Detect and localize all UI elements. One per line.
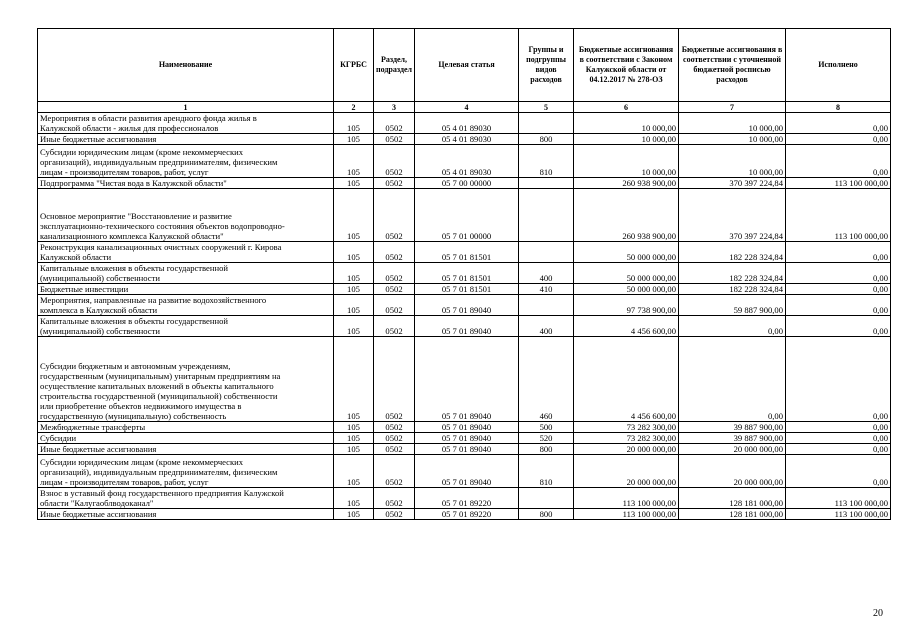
cell-name-line: лицам - производителям товаров, работ, услуг (40, 167, 209, 177)
cell-group (519, 189, 574, 242)
cell-executed-amount: 0,00 (786, 284, 891, 295)
cell-ktrbs: 105 (334, 284, 374, 295)
cell-group: 810 (519, 145, 574, 178)
cell-law-amount: 260 938 900,00 (574, 189, 679, 242)
cell-executed-amount: 0,00 (786, 455, 891, 488)
cell-executed-amount: 0,00 (786, 145, 891, 178)
table-row (38, 295, 891, 316)
cell-executed-amount: 0,00 (786, 337, 891, 422)
cell-target: 05 7 01 89220 (415, 488, 519, 509)
cell-law-amount: 260 938 900,00 (574, 178, 679, 189)
cell-name-line: Калужской области (40, 252, 112, 262)
cell-name-line: области "Калугаоблводоканал" (40, 498, 154, 508)
cell-group (519, 295, 574, 316)
cell-law-amount: 50 000 000,00 (574, 284, 679, 295)
cell-section: 0502 (374, 134, 415, 145)
table-row (38, 189, 891, 242)
cell-name-line: Иные бюджетные ассигнования (40, 444, 157, 454)
header-name: Наименование (38, 29, 334, 102)
cell-name-line: Субсидии юридическим лицам (кроме некоммерческих (40, 147, 244, 157)
table-row (38, 145, 891, 178)
col-number: 8 (786, 102, 891, 113)
cell-name-line: Субсидии (40, 433, 77, 443)
cell-name-line: Калужской области - жилья для профессионалов (40, 123, 219, 133)
cell-section: 0502 (374, 178, 415, 189)
cell-refined-amount: 128 181 000,00 (679, 488, 786, 509)
cell-refined-amount: 182 228 324,84 (679, 284, 786, 295)
cell-group: 520 (519, 433, 574, 444)
table-row (38, 242, 891, 263)
budget-table (37, 28, 891, 520)
cell-law-amount: 73 282 300,00 (574, 433, 679, 444)
table-header-row (38, 29, 891, 102)
cell-target: 05 7 01 89040 (415, 422, 519, 433)
header-section: Раздел, подраздел (374, 29, 415, 102)
cell-group: 800 (519, 509, 574, 520)
cell-target: 05 7 01 89040 (415, 433, 519, 444)
cell-section: 0502 (374, 337, 415, 422)
cell-section: 0502 (374, 488, 415, 509)
table-row (38, 422, 891, 433)
cell-section: 0502 (374, 509, 415, 520)
cell-group: 460 (519, 337, 574, 422)
table-row (38, 488, 891, 509)
cell-section: 0502 (374, 145, 415, 178)
cell-law-amount: 4 456 600,00 (574, 337, 679, 422)
cell-law-amount: 50 000 000,00 (574, 263, 679, 284)
cell-refined-amount: 10 000,00 (679, 134, 786, 145)
cell-name-line: канализационного комплекса Калужской области" (40, 231, 224, 241)
cell-section: 0502 (374, 295, 415, 316)
cell-name-line: Межбюджетные трансферты (40, 422, 146, 432)
cell-law-amount: 10 000,00 (574, 113, 679, 134)
table-row (38, 316, 891, 337)
column-numbers-row (38, 102, 891, 113)
cell-refined-amount: 370 397 224,84 (679, 189, 786, 242)
cell-name-line: Капитальные вложения в объекты государственной (40, 263, 228, 273)
table-row (38, 263, 891, 284)
cell-name (38, 295, 334, 316)
cell-name-line: Взнос в уставный фонд государственного предприятия Калужской (40, 488, 284, 498)
cell-group: 410 (519, 284, 574, 295)
cell-ktrbs: 105 (334, 189, 374, 242)
cell-target: 05 7 01 89220 (415, 509, 519, 520)
cell-law-amount: 10 000,00 (574, 134, 679, 145)
cell-section: 0502 (374, 316, 415, 337)
cell-group: 800 (519, 134, 574, 145)
cell-section: 0502 (374, 284, 415, 295)
cell-ktrbs: 105 (334, 178, 374, 189)
cell-executed-amount: 113 100 000,00 (786, 488, 891, 509)
cell-group (519, 488, 574, 509)
cell-name (38, 134, 334, 145)
cell-name-line: (муниципальной) собственности (40, 326, 160, 336)
cell-law-amount: 113 100 000,00 (574, 509, 679, 520)
cell-refined-amount: 59 887 900,00 (679, 295, 786, 316)
cell-name (38, 337, 334, 422)
cell-target: 05 7 00 00000 (415, 178, 519, 189)
cell-group: 810 (519, 455, 574, 488)
col-number: 4 (415, 102, 519, 113)
cell-law-amount: 50 000 000,00 (574, 242, 679, 263)
cell-target: 05 7 01 89040 (415, 444, 519, 455)
cell-name-line: Субсидии юридическим лицам (кроме некоммерческих (40, 457, 244, 467)
cell-name (38, 488, 334, 509)
cell-target: 05 7 01 81501 (415, 242, 519, 263)
col-number: 6 (574, 102, 679, 113)
cell-name-line: организаций), индивидуальным предпринимателям, физическим (40, 157, 278, 167)
cell-name-line: государственным (муниципальным) унитарным предприятиям на (40, 371, 281, 381)
cell-law-amount: 20 000 000,00 (574, 444, 679, 455)
header-refined-assignments: Бюджетные ассигнования в соответствии с уточненной бюджетной росписью расходов (679, 29, 786, 102)
cell-target: 05 7 01 00000 (415, 189, 519, 242)
cell-law-amount: 73 282 300,00 (574, 422, 679, 433)
header-executed: Исполнено (786, 29, 891, 102)
cell-executed-amount: 113 100 000,00 (786, 509, 891, 520)
cell-name (38, 263, 334, 284)
cell-name (38, 509, 334, 520)
col-number: 1 (38, 102, 334, 113)
cell-section: 0502 (374, 263, 415, 284)
header-law-assignments: Бюджетные ассигнования в соответствии с Законом Калужской области от 04.12.2017 № 278-ОЗ (574, 29, 679, 102)
table-row (38, 284, 891, 295)
cell-name-line: осуществление капитальных вложений в объекты капитального (40, 381, 274, 391)
col-number: 2 (334, 102, 374, 113)
cell-ktrbs: 105 (334, 145, 374, 178)
cell-refined-amount: 10 000,00 (679, 113, 786, 134)
cell-section: 0502 (374, 189, 415, 242)
cell-group (519, 242, 574, 263)
cell-executed-amount: 0,00 (786, 134, 891, 145)
cell-ktrbs: 105 (334, 509, 374, 520)
cell-section: 0502 (374, 433, 415, 444)
cell-law-amount: 113 100 000,00 (574, 488, 679, 509)
cell-group (519, 113, 574, 134)
cell-name-line: или приобретение объектов недвижимого имущества в (40, 401, 242, 411)
cell-ktrbs: 105 (334, 134, 374, 145)
cell-ktrbs: 105 (334, 242, 374, 263)
cell-name (38, 113, 334, 134)
cell-name-line: эксплуатационно-технического состояния объектов водопроводно- (40, 221, 285, 231)
cell-name-line: Мероприятия, направленные на развитие водохозяйственного (40, 295, 267, 305)
cell-target: 05 7 01 89040 (415, 316, 519, 337)
cell-group: 400 (519, 263, 574, 284)
cell-name (38, 433, 334, 444)
cell-law-amount: 10 000,00 (574, 145, 679, 178)
cell-executed-amount: 0,00 (786, 444, 891, 455)
cell-target: 05 4 01 89030 (415, 134, 519, 145)
cell-name (38, 284, 334, 295)
cell-executed-amount: 0,00 (786, 113, 891, 134)
cell-name (38, 444, 334, 455)
cell-refined-amount: 0,00 (679, 337, 786, 422)
cell-name-line: Субсидии бюджетным и автономным учреждениям, (40, 361, 231, 371)
cell-target: 05 4 01 89030 (415, 113, 519, 134)
cell-name (38, 189, 334, 242)
cell-name-line: Иные бюджетные ассигнования (40, 509, 157, 519)
cell-ktrbs: 105 (334, 316, 374, 337)
table-row (38, 444, 891, 455)
cell-ktrbs: 105 (334, 263, 374, 284)
col-number: 7 (679, 102, 786, 113)
cell-name-line: (муниципальной) собственности (40, 273, 160, 283)
header-ktrbs: КГРБС (334, 29, 374, 102)
cell-name-line: Мероприятия в области развития арендного фонда жилья в (40, 113, 257, 123)
cell-refined-amount: 20 000 000,00 (679, 444, 786, 455)
cell-name-line: Подпрограмма "Чистая вода в Калужской области" (40, 178, 227, 188)
cell-name-line: лицам - производителям товаров, работ, услуг (40, 477, 209, 487)
cell-name (38, 178, 334, 189)
cell-refined-amount: 39 887 900,00 (679, 422, 786, 433)
table-row (38, 134, 891, 145)
cell-refined-amount: 370 397 224,84 (679, 178, 786, 189)
cell-group: 800 (519, 444, 574, 455)
cell-name-line: Иные бюджетные ассигнования (40, 134, 157, 144)
table-row (38, 337, 891, 422)
cell-law-amount: 4 456 600,00 (574, 316, 679, 337)
table-row (38, 455, 891, 488)
cell-name-line: Бюджетные инвестиции (40, 284, 129, 294)
cell-ktrbs: 105 (334, 433, 374, 444)
cell-section: 0502 (374, 422, 415, 433)
table-row (38, 113, 891, 134)
cell-refined-amount: 0,00 (679, 316, 786, 337)
cell-executed-amount: 0,00 (786, 242, 891, 263)
header-groups: Группы и подгруппы видов расходов (519, 29, 574, 102)
cell-section: 0502 (374, 242, 415, 263)
cell-refined-amount: 39 887 900,00 (679, 433, 786, 444)
cell-refined-amount: 182 228 324,84 (679, 263, 786, 284)
cell-name (38, 422, 334, 433)
cell-target: 05 7 01 81501 (415, 284, 519, 295)
cell-name-line: организаций), индивидуальным предпринимателям, физическим (40, 467, 278, 477)
cell-group: 500 (519, 422, 574, 433)
cell-section: 0502 (374, 455, 415, 488)
cell-name (38, 316, 334, 337)
cell-law-amount: 20 000 000,00 (574, 455, 679, 488)
cell-name-line: Основное мероприятие "Восстановление и развитие (40, 211, 232, 221)
cell-executed-amount: 113 100 000,00 (786, 189, 891, 242)
cell-name (38, 145, 334, 178)
cell-name (38, 242, 334, 263)
cell-target: 05 7 01 81501 (415, 263, 519, 284)
cell-law-amount: 97 738 900,00 (574, 295, 679, 316)
cell-ktrbs: 105 (334, 113, 374, 134)
cell-name-line: Реконструкция канализационных очистных сооружений г. Кирова (40, 242, 282, 252)
cell-executed-amount: 0,00 (786, 433, 891, 444)
cell-group: 400 (519, 316, 574, 337)
cell-name-line: строительства государственной (муниципальной) собственности (40, 391, 278, 401)
cell-target: 05 7 01 89040 (415, 337, 519, 422)
table-row (38, 509, 891, 520)
col-number: 3 (374, 102, 415, 113)
cell-ktrbs: 105 (334, 295, 374, 316)
cell-section: 0502 (374, 113, 415, 134)
cell-ktrbs: 105 (334, 444, 374, 455)
cell-executed-amount: 0,00 (786, 422, 891, 433)
cell-refined-amount: 20 000 000,00 (679, 455, 786, 488)
cell-group (519, 178, 574, 189)
page-number: 20 (873, 608, 883, 619)
cell-ktrbs: 105 (334, 455, 374, 488)
cell-section: 0502 (374, 444, 415, 455)
cell-ktrbs: 105 (334, 337, 374, 422)
cell-executed-amount: 0,00 (786, 263, 891, 284)
cell-name (38, 455, 334, 488)
header-target: Целевая статья (415, 29, 519, 102)
cell-ktrbs: 105 (334, 488, 374, 509)
cell-name-line: Капитальные вложения в объекты государственной (40, 316, 228, 326)
cell-executed-amount: 0,00 (786, 316, 891, 337)
cell-target: 05 7 01 89040 (415, 455, 519, 488)
col-number: 5 (519, 102, 574, 113)
cell-executed-amount: 113 100 000,00 (786, 178, 891, 189)
cell-refined-amount: 128 181 000,00 (679, 509, 786, 520)
cell-refined-amount: 10 000,00 (679, 145, 786, 178)
cell-name-line: государственную (муниципальную) собственность (40, 411, 227, 421)
cell-refined-amount: 182 228 324,84 (679, 242, 786, 263)
table-row (38, 433, 891, 444)
cell-ktrbs: 105 (334, 422, 374, 433)
cell-target: 05 4 01 89030 (415, 145, 519, 178)
table-row (38, 178, 891, 189)
cell-name-line: комплекса в Калужской области (40, 305, 158, 315)
cell-target: 05 7 01 89040 (415, 295, 519, 316)
cell-executed-amount: 0,00 (786, 295, 891, 316)
